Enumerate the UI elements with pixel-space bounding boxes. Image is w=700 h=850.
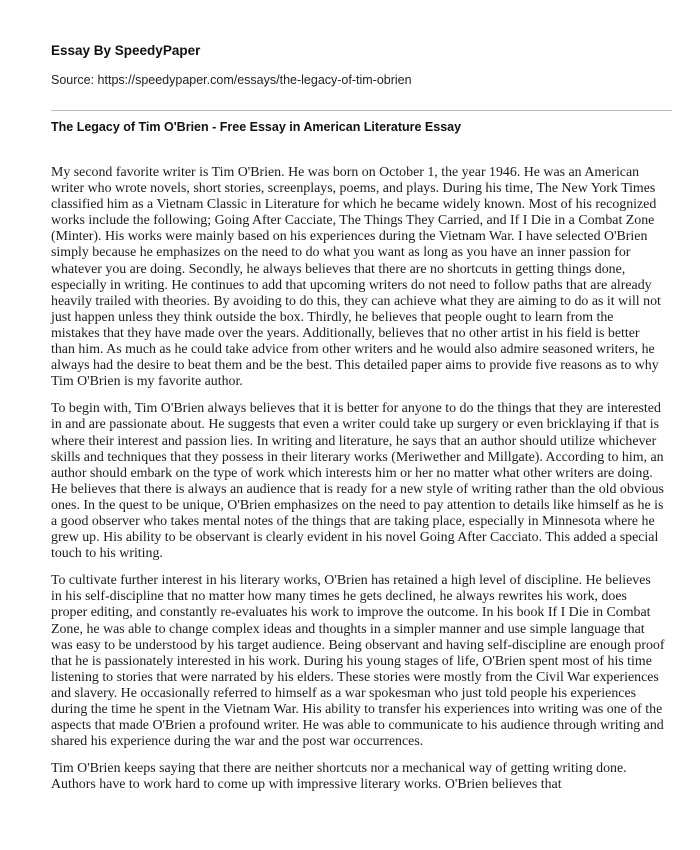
essay-paragraph: To begin with, Tim O'Brien always believes that it is better for anyone to do the things that they are interested in and are passionate about. He suggests that even a writer could take up surgery or even bricklaying if that is where their interest and passion lies. In writing and literature, he says that an author should utilize whichever skills and techniques that they possess in their literary works (Meriwether and Millgate). According to him, an author should embark on the type of work which interests him or her no matter what other writers are doing. He believes that there is always an audience that is ready for a new style of writing rather than the old obvious ones. In the quest to be unique, O'Brien emphasizes on the need to pay attention to details like himself as he is a good observer who takes mental notes of the things that are taking place, especially in Minnesota where he grew up. His ability to be observant is clearly evident in his novel Going After Cacciato. This added a special touch to his writing. (51, 401, 664, 562)
source-line: Source: https://speedypaper.com/essays/the-legacy-of-tim-obrien (51, 73, 412, 87)
essay-paragraph: Tim O'Brien keeps saying that there are neither shortcuts nor a mechanical way of getting writing done. Authors have to work hard to come up with impressive literary works. O'Brien believes that (51, 761, 627, 793)
essay-paragraph: My second favorite writer is Tim O'Brien. He was born on October 1, the year 1946. He was an American writer who wrote novels, short stories, screenplays, poems, and plays. During his time, The New York Times classified him as a Vietnam Classic in Literature for which he became widely known. Most of his recognized works include the following; Going After Cacciate, The Things They Carried, and If I Die in a Combat Zone (Minter). His works were mainly based on his experiences during the Vietnam War. I have selected O'Brien simply because he emphasizes on the need to do what you want as long as you have an inner passion for whatever you are doing. Secondly, he always believes that there are no shortcuts in getting things done, especially in writing. He continues to add that upcoming writers do not need to follow paths that are already heavily trailed with theories. By avoiding to do this, they can achieve what they are aiming to do as it will not just happen unless they think outside the box. Thirdly, he believes that people ought to learn from the mistakes that they have made over the years. Additionally, believes that no other artist in his field is better than him. As much as he could take advice from other writers and he would also admire seasoned writers, he always had the desire to beat them and be the best. This detailed paper aims to provide five reasons as to why Tim O'Brien is my favorite author. (51, 165, 661, 390)
site-header-title: Essay By SpeedyPaper (51, 43, 201, 58)
divider-rule (51, 110, 672, 111)
essay-body (51, 165, 665, 804)
essay-title: The Legacy of Tim O'Brien - Free Essay in American Literature Essay (51, 120, 462, 134)
essay-paragraph: To cultivate further interest in his literary works, O'Brien has retained a high level of discipline. He believes in his self-discipline that no matter how many times he gets declined, he always rewrites his work, does proper editing, and constantly re-evaluates his work to improve the outcome. In his book If I Die in Combat Zone, he was able to change complex ideas and thoughts in a simpler manner and use simple language that was easy to be understood by his target audience. Being observant and having self-discipline are enough proof that he is passionately interested in his work. During his young stages of life, O'Brien spent most of his time listening to stories that were narrated by his elders. These stories were mostly from the Civil War experiences and slavery. He occasionally referred to himself as a war spokesman who just told people his experiences during the time he spent in the Vietnam War. His ability to transfer his experiences into writing was one of the aspects that made O'Brien a profound writer. He was able to communicate to his audience through writing and shared his experience during the war and the post war occurrences. (51, 573, 665, 750)
